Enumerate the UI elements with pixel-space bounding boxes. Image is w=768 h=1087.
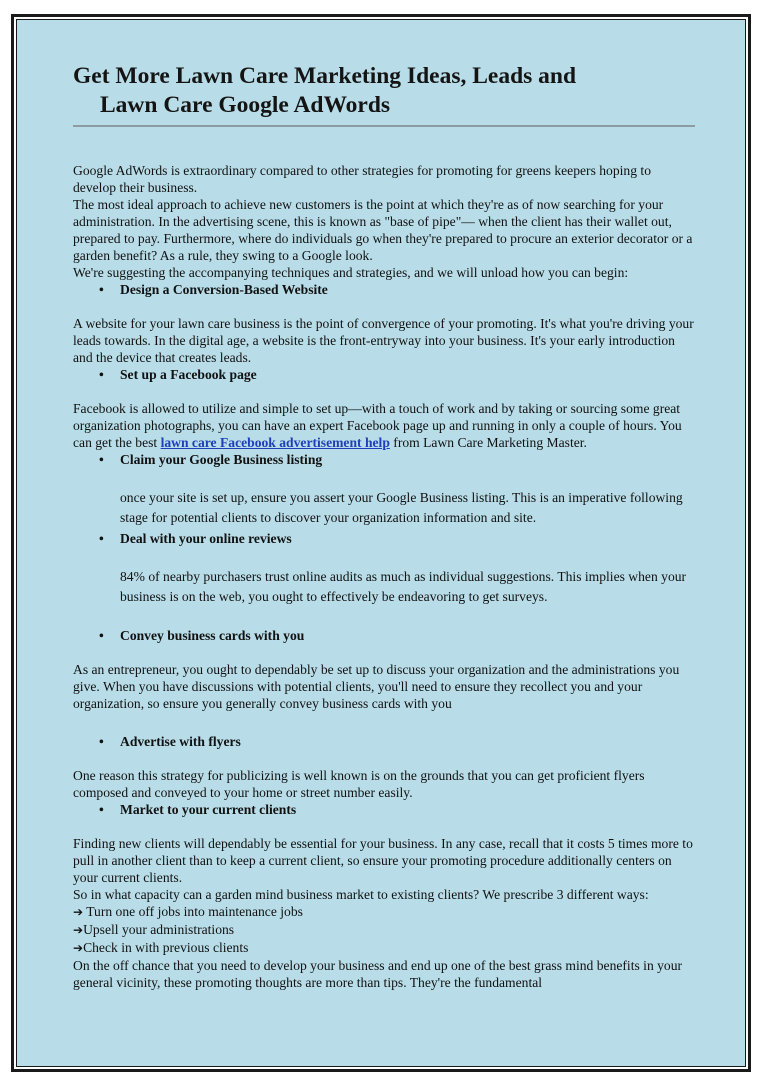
way-text: Upsell your administrations [83,922,235,937]
bullet-google [73,451,697,468]
intro-paragraph-1: Google AdWords is extraordinary compared to other strategies for promoting for greens keepers hoping to develop their business. [73,163,651,195]
bullet-cards [73,627,697,644]
bullet-icon: • [99,628,104,643]
way-item [73,921,697,939]
facebook-text-after: from Lawn Care Marketing Master. [389,435,587,450]
bullet-heading: Convey business cards with you [120,628,305,643]
current-paragraph-2: So in what capacity can a garden mind business market to existing clients? We prescribe 3 different ways: [73,887,649,902]
way-text: Check in with previous clients [83,940,249,955]
bullet-icon: • [99,367,104,382]
current-paragraph-1: Finding new clients will dependably be essential for your business. In any case, recall that it costs 5 times more to pull in another client than to keep a current client, so ensure your promoting procedure additionally centers on your current clients. [73,836,693,885]
reviews-paragraph: 84% of nearby purchasers trust online audits as much as individual suggestions. This implies when your business is on the web, you ought to effectively be endeavoring to get surveys. [120,569,687,604]
intro-paragraph-3: We're suggesting the accompanying techniques and strategies, and we will unload how you can begin: [73,265,629,280]
bullet-icon: • [99,802,104,817]
bullet-icon: • [99,531,104,546]
arrow-right-icon: ➔ [73,941,84,955]
bullet-heading: Advertise with flyers [120,734,241,749]
bullet-current-clients [73,801,697,818]
title-line-2: Lawn Care Google AdWords [100,92,391,118]
page-title [73,62,697,120]
way-text: Turn one off jobs into maintenance jobs [83,904,303,919]
bullet-reviews [73,530,697,547]
flyers-paragraph: One reason this strategy for publicizing is well known is on the grounds that you can get proficient flyers composed and conveyed to your home or street number easily. [73,768,645,800]
bullet-facebook [73,366,697,383]
website-paragraph: A website for your lawn care business is the point of convergence of your promoting. It's what you're driving your leads towards. In the digital age, a website is the front-entryway into your business. It's your early introduction and the device that creates leads. [73,316,694,365]
facebook-help-link[interactable]: lawn care Facebook advertisement help [160,435,390,450]
arrow-right-icon: ➔ [73,905,84,919]
bullet-icon: • [99,452,104,467]
bullet-flyers [73,733,697,750]
article-body [73,162,697,991]
bullet-icon: • [99,282,104,297]
way-item [73,903,697,921]
bullet-heading: Deal with your online reviews [120,531,292,546]
google-paragraph: once your site is set up, ensure you assert your Google Business listing. This is an imperative following stage for potential clients to discover your organization information and site. [120,490,683,525]
bullet-heading: Set up a Facebook page [120,367,257,382]
document-content [73,62,697,1072]
bullet-icon: • [99,734,104,749]
way-item [73,939,697,957]
cards-paragraph: As an entrepreneur, you ought to dependably be set up to discuss your organization and the administrations you give. When you have discussions with potential clients, you'll need to ensure they recollect you and your organization, so ensure you generally convey business cards with you [73,662,680,711]
title-divider [73,125,695,127]
bullet-website [73,281,697,298]
facebook-paragraph [73,400,697,451]
facebook-text-before: Facebook is allowed to utilize and simple to set up—with a touch of work and by taking or sourcing some great organization photographs, you can have an expert Facebook page up and running in only a couple of hours. You can get the best [73,401,682,450]
closing-paragraph: On the off chance that you need to develop your business and end up one of the best grass mind benefits in your general vicinity, these promoting thoughts are more than tips. They're the fundamental [73,958,683,990]
bullet-heading: Market to your current clients [120,802,297,817]
intro-paragraph-2: The most ideal approach to achieve new customers is the point at which they're as of now searching for your administration. In the advertising scene, this is known as "base of pipe"— when the client has their wallet out, prepared to pay. Furthermore, where do individuals go when they're prepared to procure an exterior decorator or a garden benefit? As a rule, they swing to a Google look. [73,197,693,263]
title-line-1: Get More Lawn Care Marketing Ideas, Leads and [73,63,577,89]
arrow-right-icon: ➔ [73,923,84,937]
bullet-heading: Claim your Google Business listing [120,452,323,467]
bullet-heading: Design a Conversion-Based Website [120,282,328,297]
